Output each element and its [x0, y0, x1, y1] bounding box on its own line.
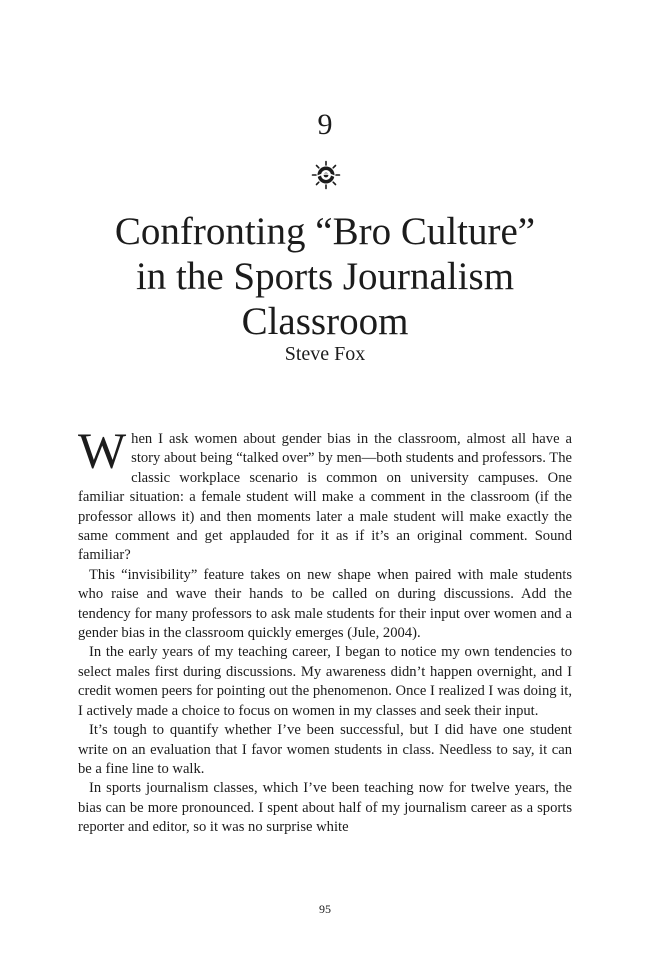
body-paragraph: In the early years of my teaching career, I began to notice my own tendencies to select males first during discussions. My awareness didn’t happen overnight, and I credit women peers for pointing out the phenomenon. Once I realized I was doing it, I actively made a choice to focus on women in my classes and seek their input. [78, 644, 572, 719]
page-number: 95 [319, 902, 331, 916]
drop-cap: W [78, 424, 127, 480]
body-paragraph: This “invisibility” feature takes on new shape when paired with male students who raise and wave their hands to be called on during discussions. Add the tendency for many professors to ask male students for their input over women and a gender bias in the classroom quickly emerges (Jule, 2004). [78, 566, 572, 642]
body-paragraph: It’s tough to quantify whether I’ve been successful, but I did have one student write on an evaluation that I favor women students in class. Needless to say, it can be a fine line to walk. [78, 722, 572, 777]
paragraph-text: hen I ask women about gender bias in the classroom, almost all have a story about being “talked over” by men—both students and professors. The classic workplace scenario is common on university campuses. One familiar situation: a female student will make a comment in the classroom (if the professor allows it) and then moments later a male student will make exactly the same comment and get applauded for it as if it’s an original comment. Sound familiar? [78, 431, 572, 564]
chapter-author: Steve Fox [284, 343, 366, 365]
chapter-title [60, 209, 590, 344]
chapter-title-line: Classroom [241, 300, 409, 343]
body-paragraph: In sports journalism classes, which I’ve been teaching now for twelve years, the bias can be more pronounced. I spent about half of my journalism career as a sports reporter and editor, so it was no surprise white [78, 780, 572, 836]
chapter-number: 9 [317, 108, 333, 141]
body-paragraph [78, 424, 572, 566]
chapter-body [78, 424, 572, 838]
chapter-title-line: Confronting “Bro Culture” [114, 210, 536, 253]
rayed-circle-ornament-icon [311, 160, 341, 190]
chapter-title-line: in the Sports Journalism [135, 255, 515, 298]
